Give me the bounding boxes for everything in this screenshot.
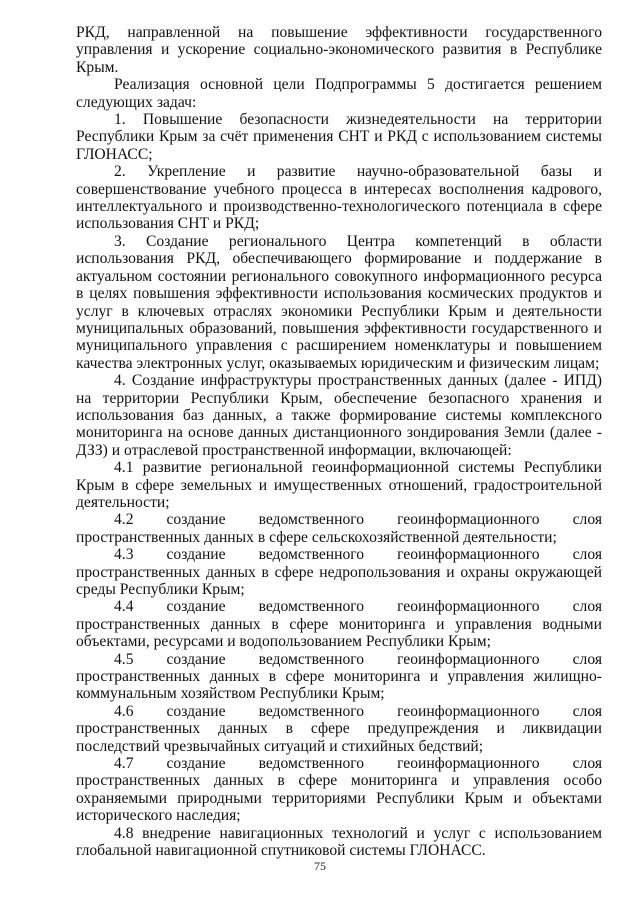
paragraph-task-4-2: 4.2 создание ведомственного геоинформационного слоя пространственных данных в сфере сельскохозяйственной деятельности; bbox=[76, 511, 602, 546]
paragraph-task-4-1: 4.1 развитие региональной геоинформационной системы Республики Крым в сфере земельных и имущественных отношений, градостроительной деятельности; bbox=[76, 459, 602, 511]
page-number: 75 bbox=[314, 859, 326, 873]
paragraph-task-4-5: 4.5 создание ведомственного геоинформационного слоя пространственных данных в сфере мониторинга и управления жилищно-коммунальным хозяйством Республики Крым; bbox=[76, 650, 602, 703]
paragraph-task-4-4: 4.4 создание ведомственного геоинформационного слоя пространственных данных в сфере мониторинга и управления водными объектами, ресурсами и водопользованием Республики Крым; bbox=[76, 598, 602, 651]
paragraph-intro-continuation: РКД, направленной на повышение эффективности государственного управления и ускорение социально-экономического развития в Республике Крым. bbox=[76, 24, 602, 76]
paragraph-task-2: 2. Укрепление и развитие научно-образовательной базы и совершенствование учебного процесса в интересах восполнения кадрового, интеллектуального и производственно-технологического потенциала в сфере использования СНТ и РКД; bbox=[76, 163, 602, 233]
paragraph-task-4-7: 4.7 создание ведомственного геоинформационного слоя пространственных данных в сфере мониторинга и управления особо охраняемыми природными территориями Республики Крым и объектами исторического наследия; bbox=[76, 755, 602, 825]
document-body bbox=[76, 24, 602, 860]
paragraph-goal-statement: Реализация основной цели Подпрограммы 5 достигается решением следующих задач: bbox=[76, 76, 602, 111]
paragraph-task-4-8: 4.8 внедрение навигационных технологий и услуг с использованием глобальной навигационной спутниковой системы ГЛОНАСС. bbox=[76, 824, 602, 860]
paragraph-task-1: 1. Повышение безопасности жизнедеятельности на территории Республики Крым за счёт применения СНТ и РКД с использованием системы ГЛОНАСС; bbox=[76, 111, 602, 163]
paragraph-task-3: 3. Создание регионального Центра компетенций в области использования РКД, обеспечивающего формирование и поддержание в актуальном состоянии регионального совокупного информационного ресурса в целях повышения эффективности использования космических продуктов и услуг в ключевых отраслях экономики Республики Крым и деятельности муниципальных образований, повышения эффективности государственного и муниципального управления с расширением номенклатуры и повышением качества электронных услуг, оказываемых юридическим и физическим лицам; bbox=[76, 232, 602, 372]
paragraph-task-4: 4. Создание инфраструктуры пространственных данных (далее - ИПД) на территории Республики Крым, обеспечение безопасного хранения и использования баз данных, а также формирование системы комплексного мониторинга на основе данных дистанционного зондирования Земли (далее - ДЗЗ) и отраслевой пространственной информации, включающей: bbox=[76, 372, 602, 459]
paragraph-task-4-6: 4.6 создание ведомственного геоинформационного слоя пространственных данных в сфере предупреждения и ликвидации последствий чрезвычайных ситуаций и стихийных бедствий; bbox=[76, 702, 602, 755]
paragraph-task-4-3: 4.3 создание ведомственного геоинформационного слоя пространственных данных в сфере недропользования и охраны окружающей среды Республики Крым; bbox=[76, 546, 602, 598]
